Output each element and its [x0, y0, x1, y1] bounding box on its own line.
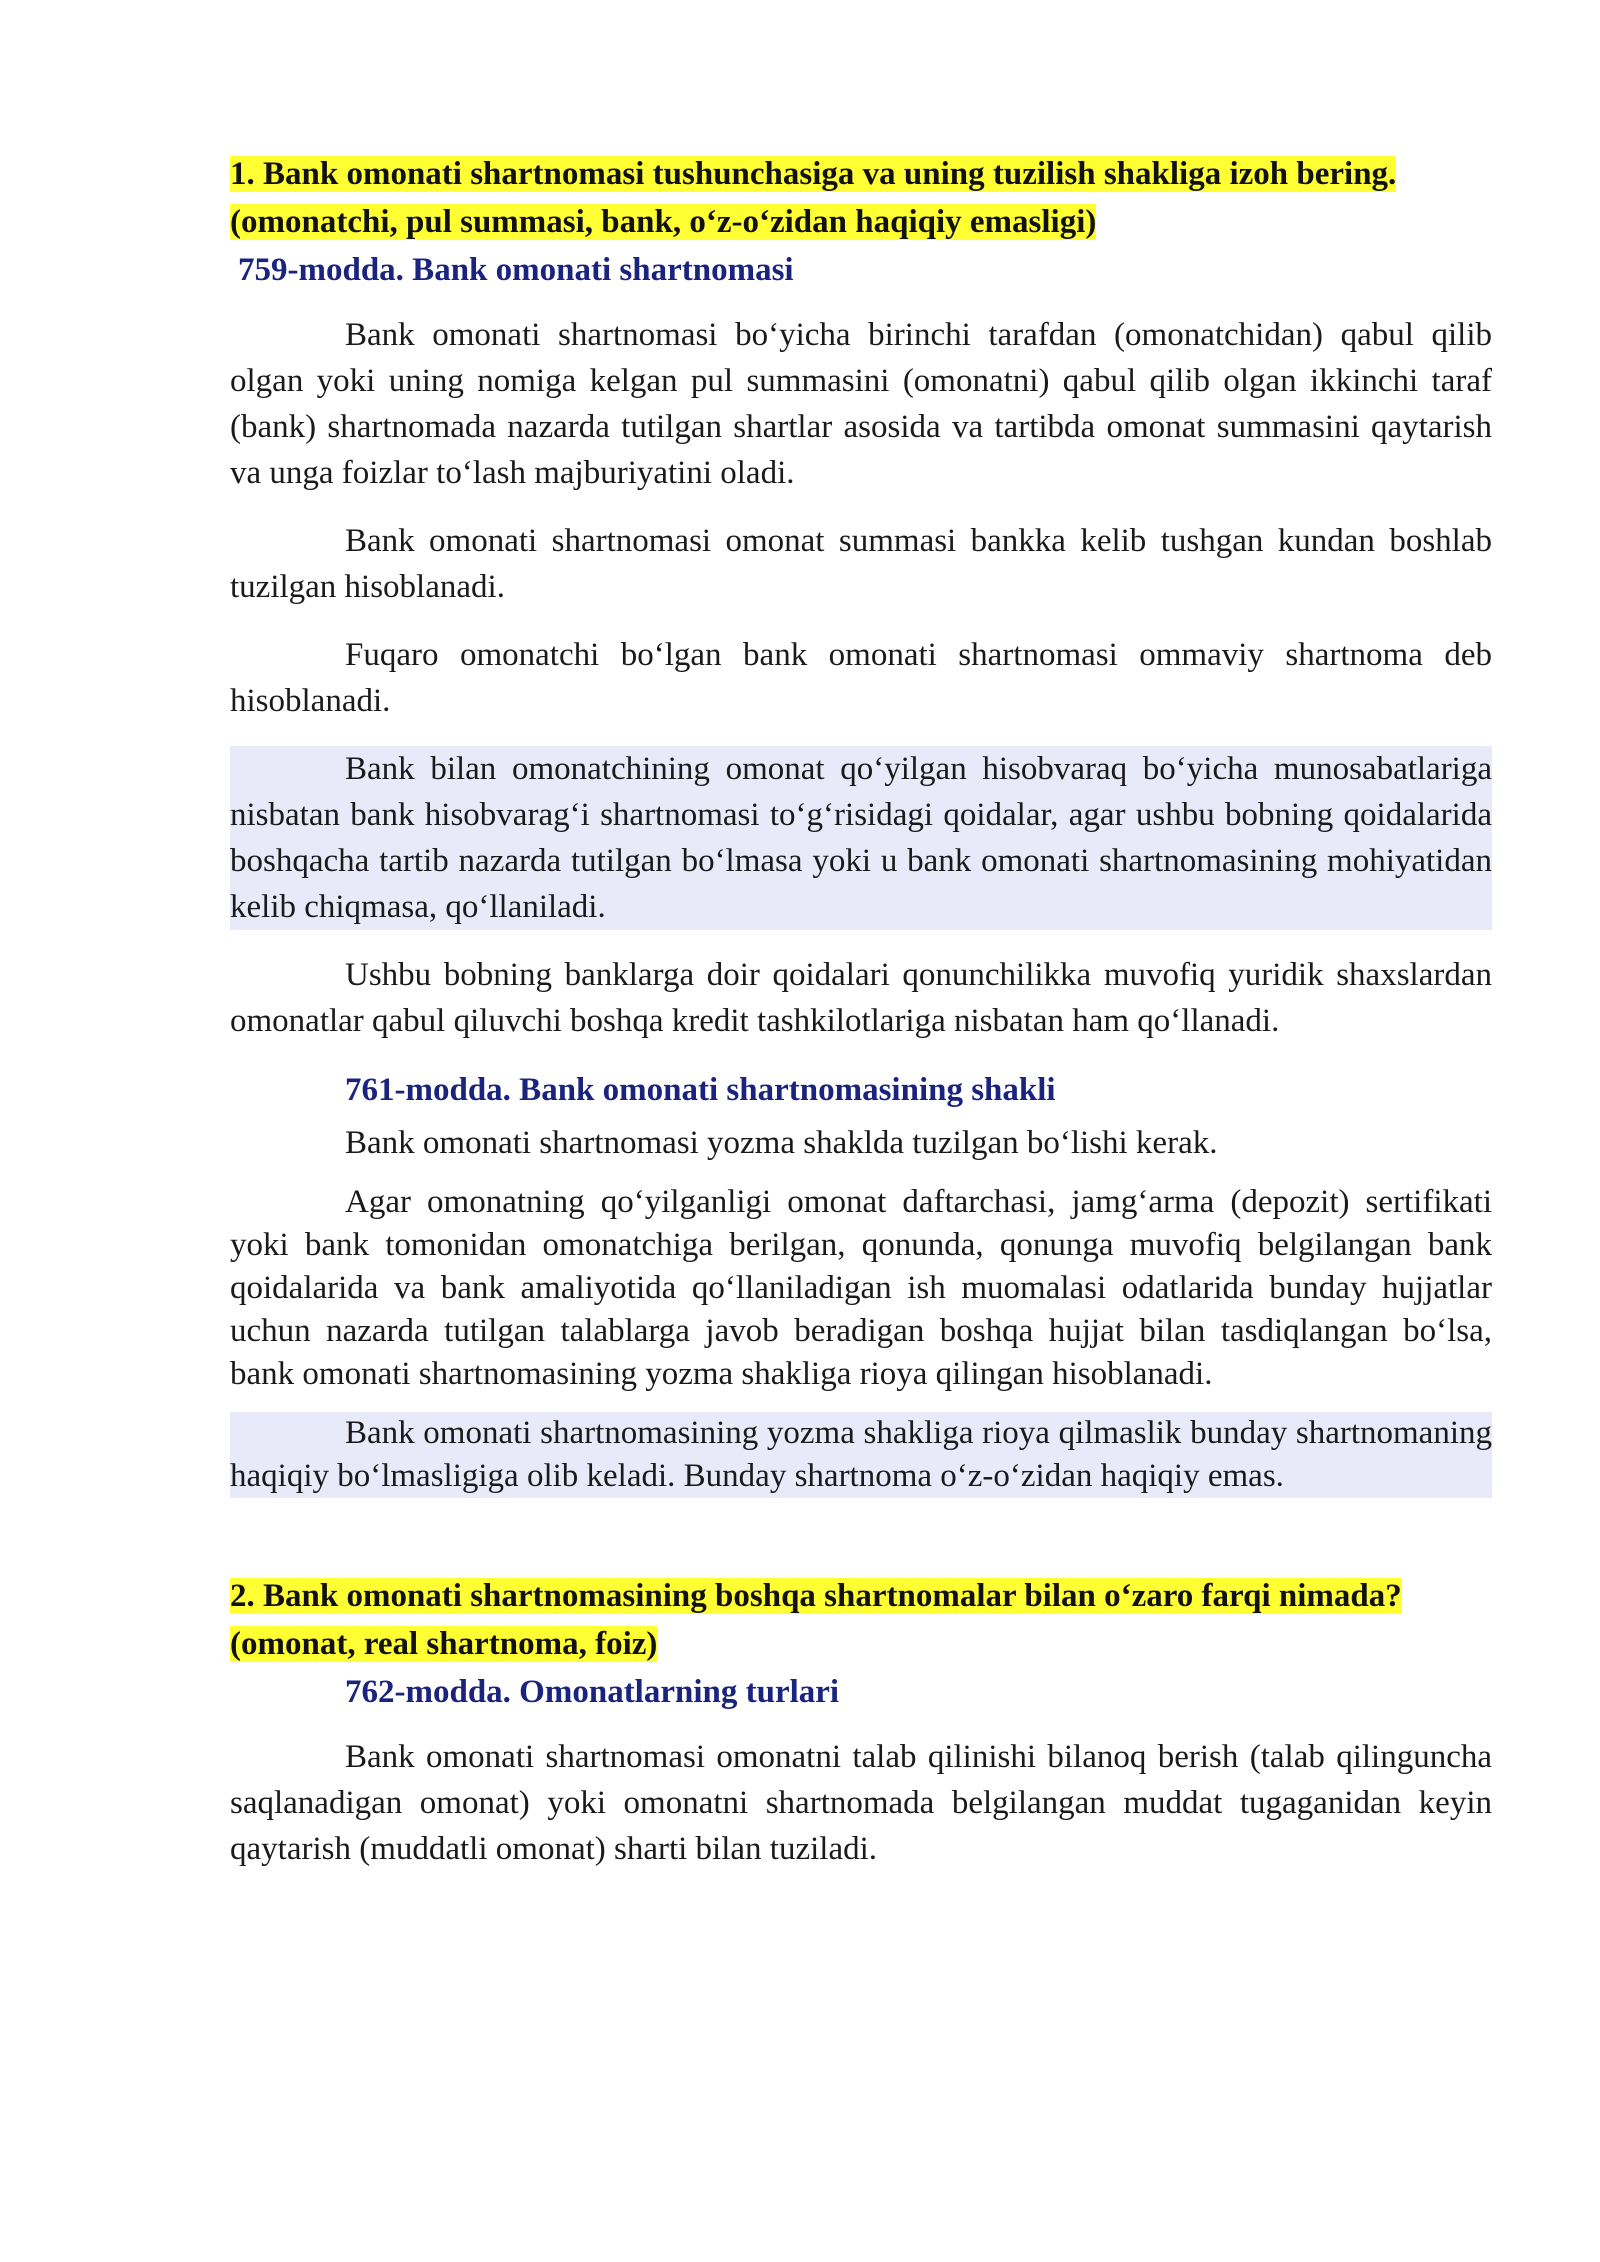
- article-761-paragraph: Bank omonati shartnomasi yozma shaklda tuzilgan bo‘lishi kerak.: [345, 1125, 1218, 1161]
- question-1: [230, 150, 1492, 246]
- article-759-paragraph-highlighted: Bank bilan omonatchining omonat qo‘yilgan hisobvaraq bo‘yicha munosabatlariga nisbatan bank hisobvarag‘i shartnomasi to‘g‘risidagi qoidalar, agar ushbu bobning qoidalarida boshqacha tartib nazarda tutilgan bo‘lmasa yoki u bank omonati shartnomasining mohiyatidan kelib chiqmasa, qo‘llaniladi.: [230, 746, 1492, 930]
- document-page: [230, 150, 1492, 1894]
- section-spacer: [230, 1520, 1492, 1572]
- question-2: [230, 1572, 1492, 1668]
- article-761-paragraph: Agar omonatning qo‘yilganligi omonat daftarchasi, jamg‘arma (depozit) sertifikati yoki bank tomonidan omonatchiga berilgan, qonunda, qonunga muvofiq belgilangan bank qoidalarida va bank amaliyotida qo‘llaniladigan ish muomalasi odatlarida bunday hujjatlar uchun nazarda tutilgan talablarga javob beradigan boshqa hujjat bilan tasdiqlangan bo‘lsa, bank omonati shartnomasining yozma shakliga rioya qilingan hisoblanadi.: [230, 1184, 1492, 1392]
- article-759-paragraph: Fuqaro omonatchi bo‘lgan bank omonati shartnomasi ommaviy shartnoma deb hisoblanadi.: [230, 637, 1492, 719]
- article-759-title: 759-modda. Bank omonati shartnomasi: [238, 252, 794, 288]
- article-762-paragraph: Bank omonati shartnomasi omonatni talab qilinishi bilanoq berish (talab qilinguncha saqlanadigan omonat) yoki omonatni shartnomada belgilangan muddat tugaganidan keyin qaytarish (muddatli omonat) sharti bilan tuziladi.: [230, 1739, 1492, 1867]
- article-761-paragraph-highlighted: Bank omonati shartnomasining yozma shakliga rioya qilmaslik bunday shartnomaning haqiqiy bo‘lmasligiga olib keladi. Bunday shartnoma o‘z-o‘zidan haqiqiy emas.: [230, 1412, 1492, 1498]
- article-762-title: 762-modda. Omonatlarning turlari: [345, 1674, 840, 1710]
- article-759-paragraph: Ushbu bobning banklarga doir qoidalari qonunchilikka muvofiq yuridik shaxslardan omonatlar qabul qiluvchi boshqa kredit tashkilotlariga nisbatan ham qo‘llanadi.: [230, 957, 1492, 1039]
- article-759-paragraph: Bank omonati shartnomasi omonat summasi bankka kelib tushgan kundan boshlab tuzilgan hisoblanadi.: [230, 523, 1492, 605]
- article-761-title: 761-modda. Bank omonati shartnomasining shakli: [345, 1072, 1056, 1108]
- question-1-text: 1. Bank omonati shartnomasi tushunchasiga va uning tuzilish shakliga izoh bering. (omonatchi, pul summasi, bank, o‘z-o‘zidan haqiqiy emasligi): [230, 156, 1397, 240]
- question-2-text: 2. Bank omonati shartnomasining boshqa shartnomalar bilan o‘zaro farqi nimada? (omonat, real shartnoma, foiz): [230, 1578, 1402, 1662]
- article-759-paragraph: Bank omonati shartnomasi bo‘yicha birinchi tarafdan (omonatchidan) qabul qilib olgan yoki uning nomiga kelgan pul summasini (omonatni) qabul qilib olgan ikkinchi taraf (bank) shartnomada nazarda tutilgan shartlar asosida va tartibda omonat summasini qaytarish va unga foizlar to‘lash majburiyatini oladi.: [230, 317, 1492, 491]
